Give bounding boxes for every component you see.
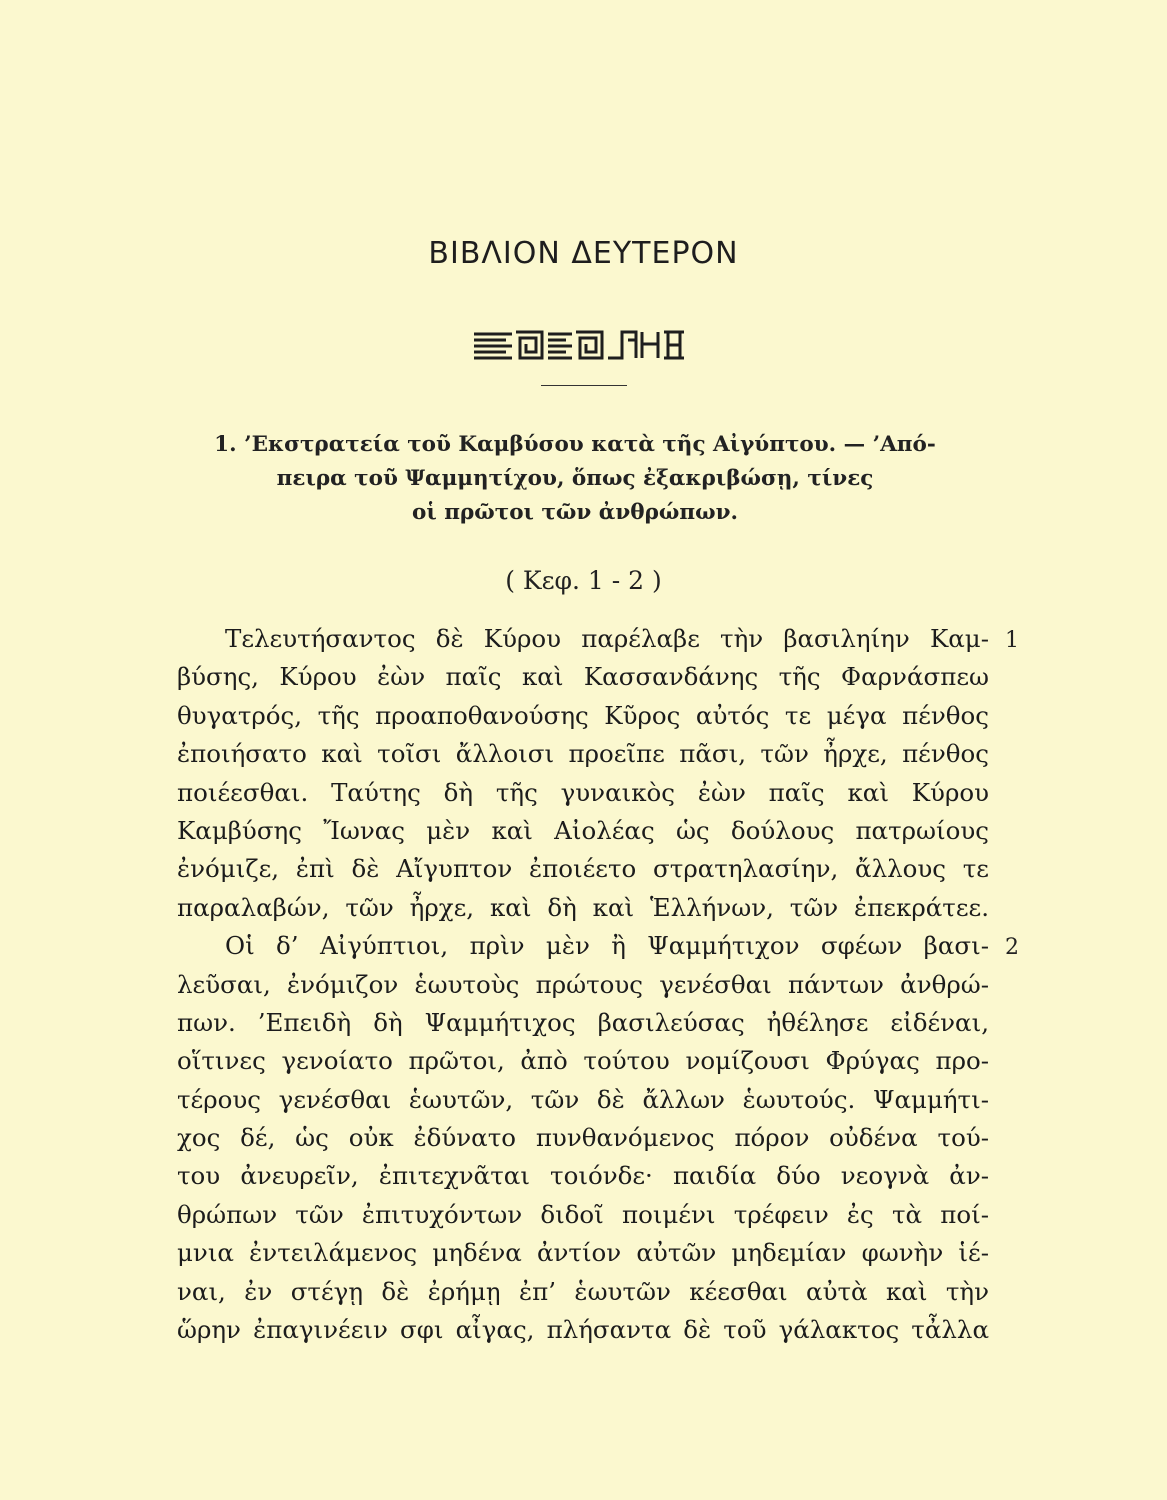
- text-line: οἵτινες γενοίατο πρῶτοι, ἀπὸ τούτου νομίζουσι Φρύγας προ-: [177, 1046, 989, 1076]
- text-line: ἐποιήσατο καὶ τοῖσι ἄλλοισι προεῖπε πᾶσι, τῶν ἦρχε, πένθος: [177, 739, 989, 769]
- chapter-reference: ( Κεφ. 1 - 2 ): [505, 566, 662, 595]
- book-title: ΒΙΒΛΙΟΝ ΔΕΥΤΕΡΟΝ: [428, 236, 739, 271]
- text-line: ὥρην ἐπαγινέειν σφι αἶγας, πλήσαντα δὲ τοῦ γάλακτος τἆλλα: [177, 1315, 989, 1345]
- text-line: μνια ἐντειλάμενος μηδένα ἀντίον αὐτῶν μηδεμίαν φωνὴν ἱέ-: [177, 1238, 989, 1268]
- text-line: Καμβύσης Ἴωνας μὲν καὶ Αἰολέας ὡς δούλους πατρωίους: [177, 815, 989, 845]
- text-line: χος δέ, ὡς οὐκ ἐδύνατο πυνθανόμενος πόρον οὐδένα τού-: [177, 1123, 989, 1153]
- text-line: Τελευτήσαντος δὲ Κύρου παρέλαβε τὴν βασιληίην Καμ-: [225, 624, 989, 653]
- section-heading-line: πειρα τοῦ Ψαμμητίχου, ὅπως ἐξακριβώσῃ, τίνες: [276, 466, 874, 491]
- meander-ornament-icon: [472, 326, 686, 364]
- section-heading-line: 1. ’Εκστρατεία τοῦ Καμβύσου κατὰ τῆς Αἰγύπτου. — ’Από-: [214, 432, 936, 457]
- section-heading-line: οἱ πρῶτοι τῶν ἀνθρώπων.: [412, 500, 738, 525]
- text-line: παραλαβών, τῶν ἦρχε, καὶ δὴ καὶ Ἑλλήνων, τῶν ἐπεκράτεε.: [177, 892, 989, 922]
- margin-number: 2: [1005, 935, 1019, 960]
- section-heading: [150, 428, 1000, 530]
- margin-number: 1: [1005, 628, 1019, 653]
- section-divider: [541, 385, 627, 386]
- body-text: [177, 620, 989, 1349]
- text-line: ποιέεσθαι. Ταύτης δὴ τῆς γυναικὸς ἐὼν παῖς καὶ Κύρου: [177, 777, 989, 807]
- text-line: βύσης, Κύρου ἐὼν παῖς καὶ Κασσανδάνης τῆς Φαρνάσπεω: [177, 662, 989, 692]
- text-line: θρώπων τῶν ἐπιτυχόντων διδοῖ ποιμένι τρέφειν ἐς τὰ ποί-: [177, 1199, 989, 1229]
- text-line: λεῦσαι, ἐνόμιζον ἑωυτοὺς πρώτους γενέσθαι πάντων ἀνθρώ-: [177, 969, 989, 999]
- text-line: ἐνόμιζε, ἐπὶ δὲ Αἴγυπτον ἐποιέετο στρατηλασίην, ἄλλους τε: [177, 854, 989, 884]
- text-line: ναι, ἐν στέγῃ δὲ ἐρήμῃ ἐπ’ ἑωυτῶν κέεσθαι αὐτὰ καὶ τὴν: [177, 1276, 989, 1306]
- text-line: τέρους γενέσθαι ἑωυτῶν, τῶν δὲ ἄλλων ἑωυτούς. Ψαμμήτι-: [177, 1084, 989, 1114]
- text-line: Οἱ δ’ Αἰγύπτιοι, πρὶν μὲν ἢ Ψαμμήτιχον σφέων βασι-: [225, 931, 989, 961]
- text-line: πων. ’Επειδὴ δὴ Ψαμμήτιχος βασιλεύσας ἠθέλησε εἰδέναι,: [177, 1007, 989, 1037]
- text-line: θυγατρός, τῆς προαποθανούσης Κῦρος αὐτός τε μέγα πένθος: [177, 700, 989, 730]
- text-line: του ἀνευρεῖν, ἐπιτεχνᾶται τοιόνδε· παιδία δύο νεογνὰ ἀν-: [177, 1161, 989, 1191]
